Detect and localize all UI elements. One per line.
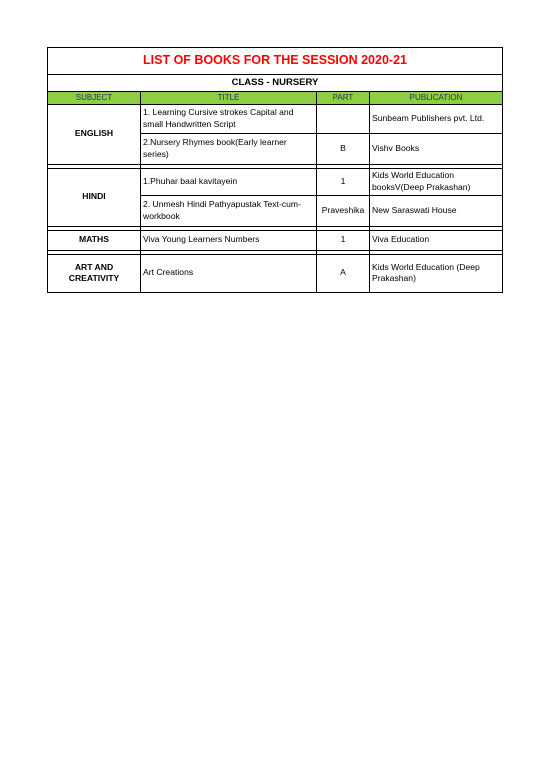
title-cell: 2.Nursery Rhymes book(Early learner series): [141, 133, 317, 164]
column-header-title: TITLE: [141, 92, 317, 105]
class-row: [48, 75, 503, 92]
table-row: [48, 254, 503, 292]
page-title: LIST OF BOOKS FOR THE SESSION 2020-21: [48, 48, 503, 75]
title-row: [48, 48, 503, 75]
title-cell: Viva Young Learners Numbers: [141, 230, 317, 250]
table-row: [48, 104, 503, 133]
publication-cell: Sunbeam Publishers pvt. Ltd.: [370, 104, 503, 133]
column-header-part: PART: [317, 92, 370, 105]
part-cell: [317, 104, 370, 133]
part-cell: 1: [317, 168, 370, 195]
book-list-sheet: [47, 47, 502, 293]
publication-cell: Viva Education: [370, 230, 503, 250]
subject-cell: ENGLISH: [48, 104, 141, 164]
book-list-table: [47, 47, 503, 293]
part-cell: Praveshika: [317, 195, 370, 226]
title-cell: 2. Unmesh Hindi Pathyapustak Text-cum-workbook: [141, 195, 317, 226]
column-header-subject: SUBJECT: [48, 92, 141, 105]
title-cell: 1.Phuhar baal kavitayein: [141, 168, 317, 195]
title-cell: 1. Learning Cursive strokes Capital and small Handwritten Script: [141, 104, 317, 133]
table-row: [48, 168, 503, 195]
subject-cell: HINDI: [48, 168, 141, 226]
table-row: [48, 230, 503, 250]
part-cell: 1: [317, 230, 370, 250]
publication-cell: New Saraswati House: [370, 195, 503, 226]
subject-cell: ART AND CREATIVITY: [48, 254, 141, 292]
publication-cell: Kids World Education (Deep Prakashan): [370, 254, 503, 292]
column-header-publication: PUBLICATION: [370, 92, 503, 105]
subject-cell: MATHS: [48, 230, 141, 250]
title-cell: Art Creations: [141, 254, 317, 292]
publication-cell: Vishv Books: [370, 133, 503, 164]
header-row: [48, 92, 503, 105]
part-cell: A: [317, 254, 370, 292]
part-cell: B: [317, 133, 370, 164]
publication-cell: Kids World Education booksV(Deep Prakashan): [370, 168, 503, 195]
class-label: CLASS - NURSERY: [48, 75, 503, 92]
